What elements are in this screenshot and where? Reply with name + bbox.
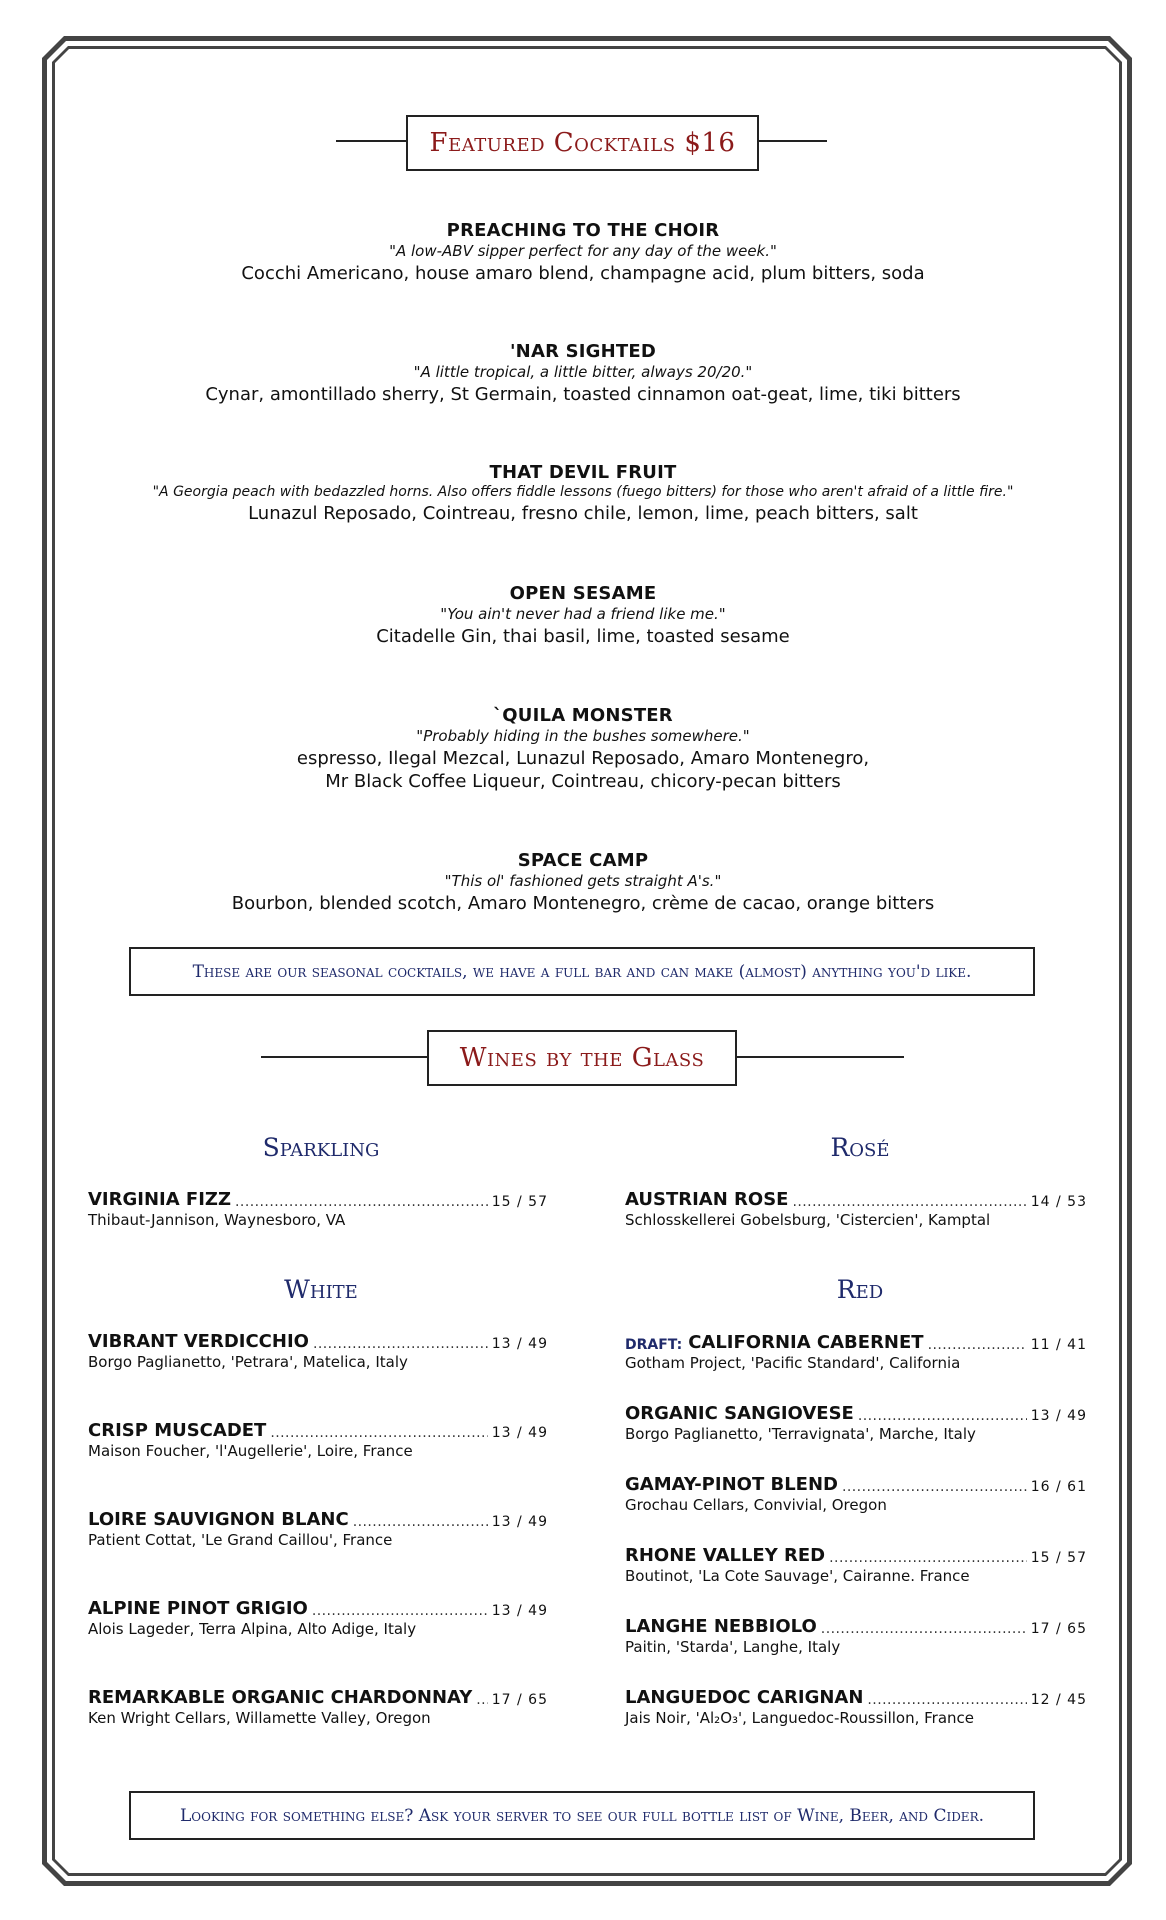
- wine-price: 17 / 65: [491, 1692, 548, 1708]
- wine-name: AUSTRIAN ROSE: [625, 1189, 789, 1210]
- wine-price: 11 / 41: [1030, 1337, 1087, 1353]
- wine-name: ALPINE PINOT GRIGIO: [88, 1598, 308, 1619]
- wine-producer: Patient Cottat, 'Le Grand Caillou', France: [88, 1531, 393, 1549]
- wine-name: RHONE VALLEY RED: [625, 1545, 826, 1566]
- wine-name: REMARKABLE ORGANIC CHARDONNAY: [88, 1687, 473, 1708]
- wine-price: 13 / 49: [491, 1514, 548, 1530]
- cocktail-ingredients: Bourbon, blended scotch, Amaro Montenegro, crème de cacao, orange bitters: [231, 893, 935, 914]
- category-red: Red: [836, 1275, 884, 1304]
- category-rose: Rosé: [830, 1133, 890, 1162]
- dot-leader: [235, 1194, 488, 1210]
- wine-producer: Schlosskellerei Gobelsburg, 'Cistercien', Kamptal: [625, 1211, 991, 1229]
- wines-heading: Wines by the Glass: [427, 1030, 737, 1086]
- category-sparkling: Sparkling: [262, 1133, 380, 1162]
- wine-producer: Grochau Cellars, Convivial, Oregon: [625, 1496, 887, 1514]
- wine-item: [88, 1598, 548, 1638]
- cocktail-ingredients: Cocchi Americano, house amaro blend, champagne acid, plum bitters, soda: [241, 263, 925, 284]
- category-white: White: [284, 1275, 358, 1304]
- cocktail-ingredients: Lunazul Reposado, Cointreau, fresno chile, lemon, lime, peach bitters, salt: [248, 503, 918, 524]
- wine-name: GAMAY-PINOT BLEND: [625, 1474, 838, 1495]
- footer-note: Looking for something else? Ask your server to see our full bottle list of Wine, Beer, and Cider.: [129, 1791, 1035, 1840]
- wine-item: [88, 1420, 548, 1460]
- cocktail-quote: "A low-ABV sipper perfect for any day of the week.": [389, 242, 777, 260]
- cocktail-item: [60, 705, 1106, 793]
- wine-price: 14 / 53: [1030, 1194, 1087, 1210]
- cocktails-heading: Featured Cocktails $16: [406, 115, 759, 171]
- wine-producer: Borgo Paglianetto, 'Petrara', Matelica, Italy: [88, 1353, 408, 1371]
- wine-price: 13 / 49: [491, 1425, 548, 1441]
- wine-price: 16 / 61: [1030, 1479, 1087, 1495]
- heading-rule-left: [336, 140, 408, 142]
- cocktail-ingredients: espresso, Ilegal Mezcal, Lunazul Reposado, Amaro Montenegro,: [296, 748, 870, 769]
- wine-name: LANGHE NEBBIOLO: [625, 1616, 817, 1637]
- wine-price: 17 / 65: [1030, 1621, 1087, 1637]
- wine-item: [88, 1331, 548, 1371]
- cocktail-name: OPEN SESAME: [509, 583, 657, 604]
- wine-name: ORGANIC SANGIOVESE: [625, 1403, 854, 1424]
- dot-leader: [928, 1337, 1027, 1353]
- wine-name: LOIRE SAUVIGNON BLANC: [88, 1509, 349, 1530]
- cocktail-item: [60, 583, 1106, 648]
- wine-producer: Ken Wright Cellars, Willamette Valley, Oregon: [88, 1709, 431, 1727]
- wine-price: 15 / 57: [1030, 1550, 1087, 1566]
- dot-leader: [313, 1336, 488, 1352]
- wine-producer: Borgo Paglianetto, 'Terravignata', Marche, Italy: [625, 1425, 976, 1443]
- cocktail-item: [60, 462, 1106, 525]
- wine-price: 13 / 49: [491, 1603, 548, 1619]
- dot-leader: [476, 1692, 487, 1708]
- wine-producer: Gotham Project, 'Pacific Standard', California: [625, 1354, 961, 1372]
- wine-item: [625, 1474, 1087, 1514]
- dot-leader: [792, 1194, 1026, 1210]
- wine-producer: Alois Lageder, Terra Alpina, Alto Adige, Italy: [88, 1620, 417, 1638]
- wine-name: LANGUEDOC CARIGNAN: [625, 1687, 864, 1708]
- cocktail-name: `QUILA MONSTER: [493, 705, 673, 726]
- cocktail-quote: "Probably hiding in the bushes somewhere.": [416, 727, 750, 745]
- wine-item: [625, 1545, 1087, 1585]
- heading-rule-right: [757, 140, 827, 142]
- wine-name: VIBRANT VERDICCHIO: [88, 1331, 309, 1352]
- wine-price: 15 / 57: [491, 1194, 548, 1210]
- wine-producer: Paitin, 'Starda', Langhe, Italy: [625, 1638, 841, 1656]
- heading-rule-left: [261, 1056, 429, 1058]
- wine-price: 13 / 49: [1030, 1408, 1087, 1424]
- dot-leader: [842, 1479, 1027, 1495]
- wine-name: CRISP MUSCADET: [88, 1420, 267, 1441]
- dot-leader: [821, 1621, 1027, 1637]
- wine-item: [625, 1616, 1087, 1656]
- cocktail-ingredients: Mr Black Coffee Liqueur, Cointreau, chicory-pecan bitters: [325, 771, 841, 792]
- draft-label: DRAFT:: [625, 1337, 683, 1353]
- wine-producer: Jais Noir, 'Al₂O₃', Languedoc-Roussillon, France: [625, 1709, 975, 1727]
- cocktail-name: PREACHING TO THE CHOIR: [446, 220, 720, 241]
- dot-leader: [867, 1692, 1026, 1708]
- cocktail-item: [60, 850, 1106, 915]
- cocktail-name: SPACE CAMP: [517, 850, 649, 871]
- wine-name: VIRGINIA FIZZ: [88, 1189, 232, 1210]
- cocktail-item: [60, 341, 1106, 406]
- wine-item: [625, 1687, 1087, 1727]
- wine-price: 13 / 49: [491, 1336, 548, 1352]
- cocktail-quote: "You ain't never had a friend like me.": [440, 605, 726, 623]
- cocktail-name: 'NAR SIGHTED: [509, 341, 657, 362]
- wine-producer: Boutinot, 'La Cote Sauvage', Cairanne. France: [625, 1567, 970, 1585]
- dot-leader: [858, 1408, 1027, 1424]
- wine-item: [88, 1509, 548, 1549]
- cocktail-quote: "A Georgia peach with bedazzled horns. Also offers fiddle lessons (fuego bitters) for those who aren't afraid of a little fire.": [152, 484, 1014, 500]
- wine-item: [625, 1332, 1087, 1372]
- wine-item: [88, 1687, 548, 1727]
- wine-price: 12 / 45: [1030, 1692, 1087, 1708]
- heading-rule-right: [736, 1056, 904, 1058]
- wine-item: [625, 1403, 1087, 1443]
- cocktail-ingredients: Cynar, amontillado sherry, St Germain, toasted cinnamon oat-geat, lime, tiki bitters: [205, 384, 961, 405]
- wine-producer: Maison Foucher, 'l'Augellerie', Loire, France: [88, 1442, 413, 1460]
- dot-leader: [353, 1514, 488, 1530]
- wine-item: [88, 1189, 548, 1229]
- cocktail-quote: "This ol' fashioned gets straight A's.": [444, 872, 722, 890]
- seasonal-note: These are our seasonal cocktails, we have a full bar and can make (almost) anything you'd like.: [129, 947, 1035, 996]
- wine-name: CALIFORNIA CABERNET: [688, 1332, 924, 1353]
- wine-item: [625, 1189, 1087, 1229]
- dot-leader: [312, 1603, 488, 1619]
- cocktail-ingredients: Citadelle Gin, thai basil, lime, toasted sesame: [376, 626, 790, 647]
- cocktail-quote: "A little tropical, a little bitter, always 20/20.": [413, 363, 753, 381]
- dot-leader: [829, 1550, 1027, 1566]
- cocktail-name: THAT DEVIL FRUIT: [489, 462, 677, 483]
- wine-producer: Thibaut-Jannison, Waynesboro, VA: [88, 1211, 346, 1229]
- dot-leader: [270, 1425, 487, 1441]
- cocktail-item: [60, 220, 1106, 285]
